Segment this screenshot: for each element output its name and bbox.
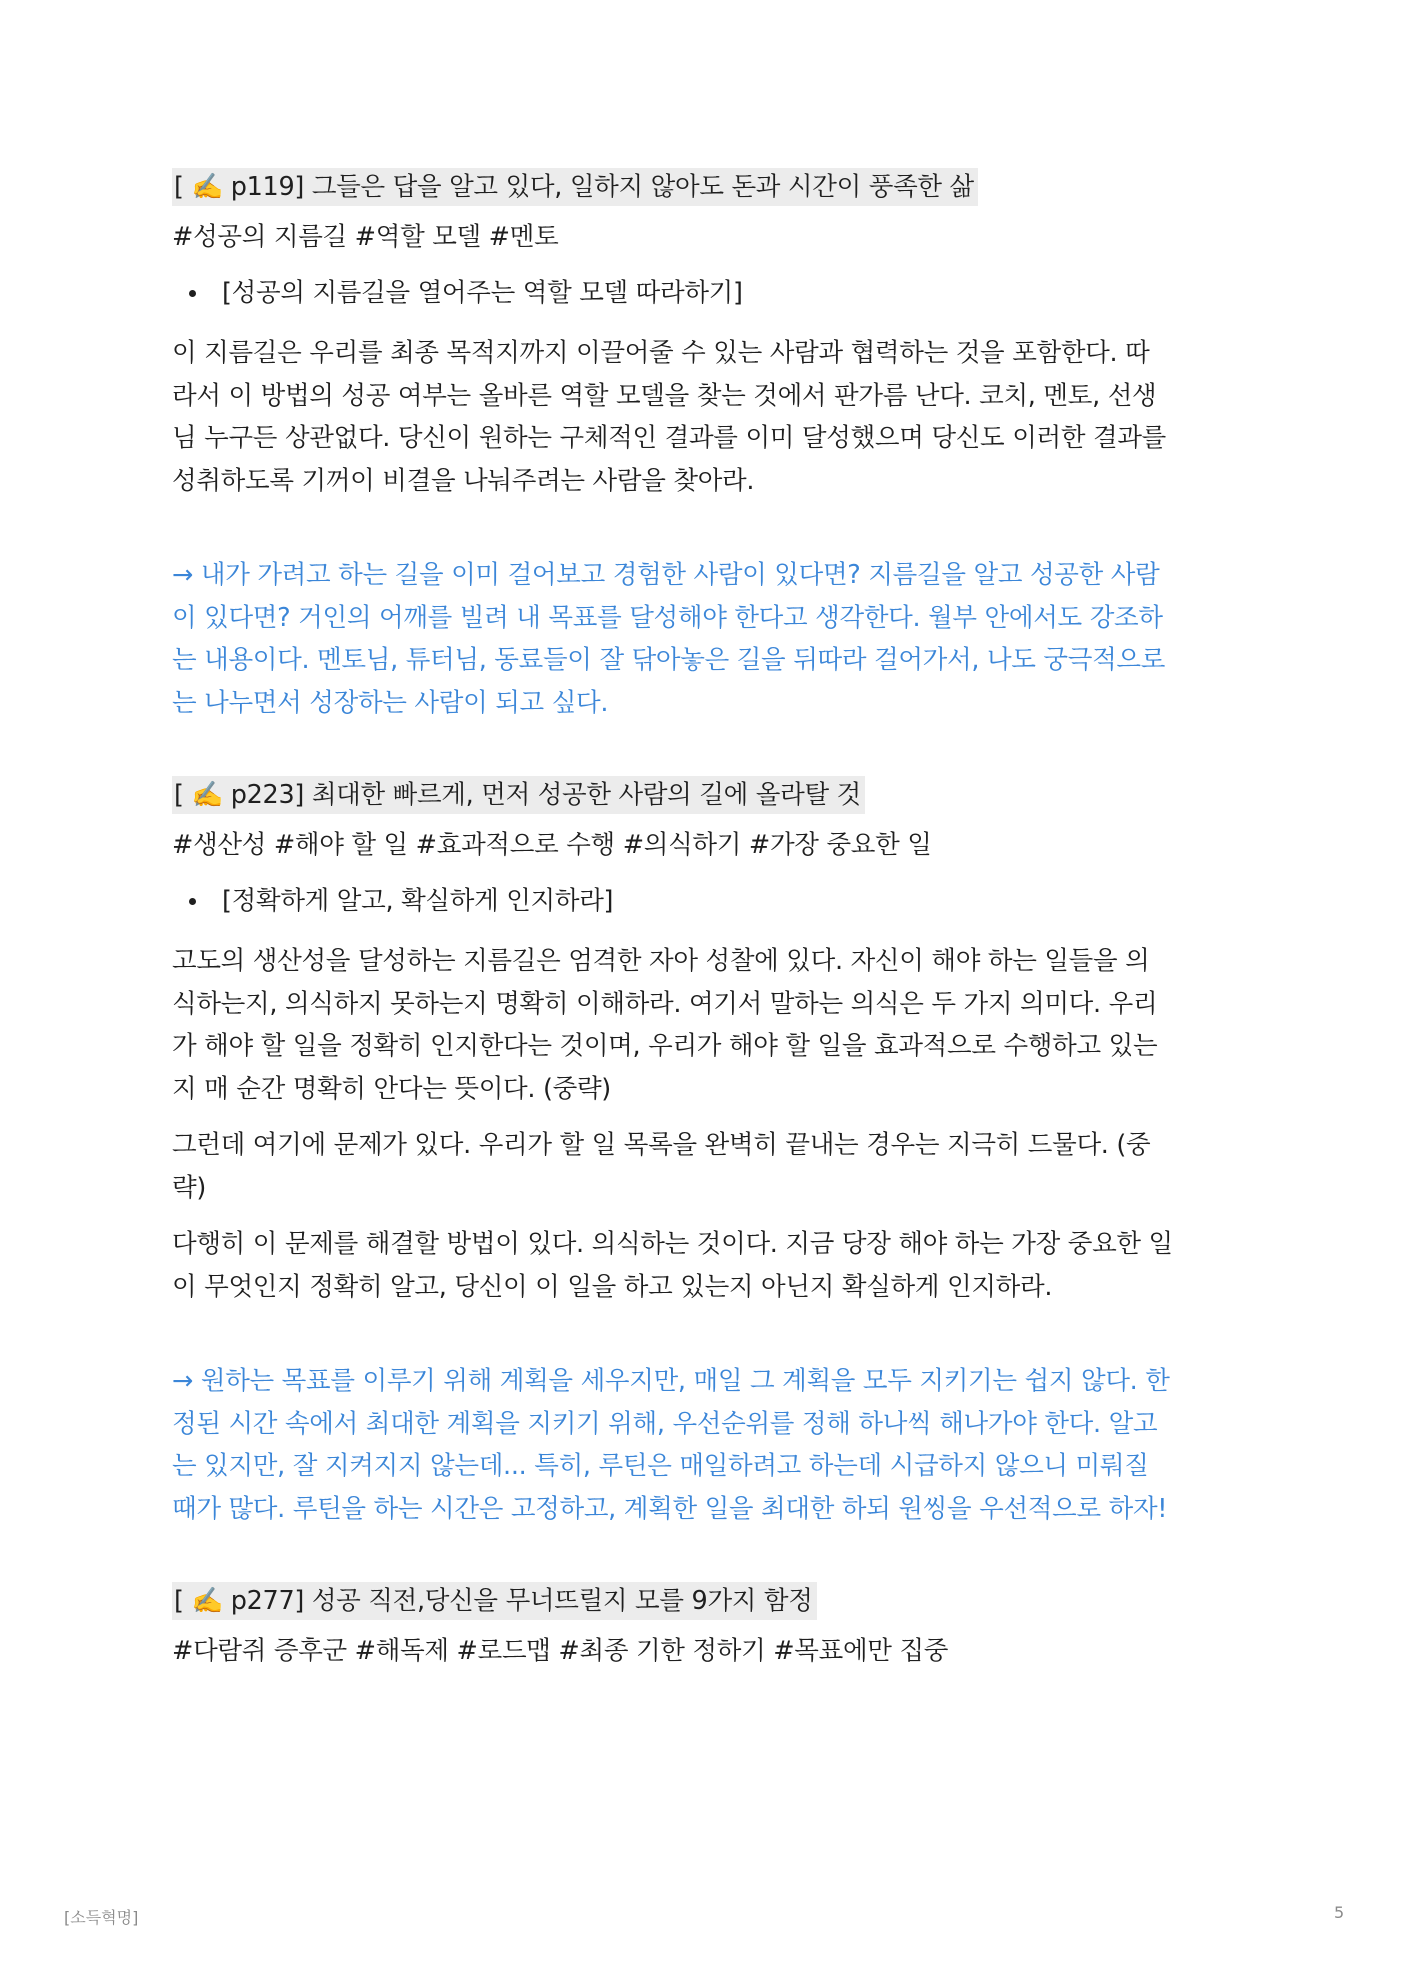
section-tags: #생산성 #해야 할 일 #효과적으로 수행 #의식하기 #가장 중요한 일 (172, 830, 932, 860)
bullet-item (172, 882, 1242, 920)
bullet-dot-icon (189, 290, 196, 297)
section-p119 (172, 168, 1242, 724)
section-p223 (172, 776, 1242, 1530)
section-heading: [ ✍️ p277] 성공 직전,당신을 무너뜨릴지 모를 9가지 함정 (172, 1582, 817, 1620)
page-number: 5 (1334, 1903, 1345, 1922)
bullet-dot-icon (189, 898, 196, 905)
section-p277 (172, 1582, 1242, 1670)
quote-paragraph: 고도의 생산성을 달성하는 지름길은 엄격한 자아 성찰에 있다. 자신이 해야 하는 일들을 의 식하는지, 의식하지 못하는지 명확히 이해하라. 여기서 말하는 의식은 두 가지 의미다. 우리 가 해야 할 일을 정확히 인지한다는 것이며, 우리가 해야 할 일을 효과적으로 수행하고 있는 지 매 순간 명확히 안다는 뜻이다. (중략) (172, 946, 1158, 1104)
quote-paragraph: 다행히 이 문제를 해결할 방법이 있다. 의식하는 것이다. 지금 당장 해야 하는 가장 중요한 일 이 무엇인지 정확히 알고, 당신이 이 일을 하고 있는지 아닌지 확실하게 인지하라. (172, 1229, 1173, 1302)
bullet-item (172, 274, 1242, 312)
bullet-text: [정확하게 알고, 확실하게 인지하라] (222, 886, 614, 916)
section-tags: #다람쥐 증후군 #해독제 #로드맵 #최종 기한 정하기 #목표에만 집중 (172, 1636, 949, 1666)
bullet-text: [성공의 지름길을 열어주는 역할 모델 따라하기] (222, 278, 743, 308)
section-heading: [ ✍️ p223] 최대한 빠르게, 먼저 성공한 사람의 길에 올라탈 것 (172, 776, 865, 814)
quote-paragraph: 그런데 여기에 문제가 있다. 우리가 할 일 목록을 완벽히 끝내는 경우는 지극히 드물다. (중 략) (172, 1130, 1151, 1203)
quote-paragraph: 이 지름길은 우리를 최종 목적지까지 이끌어줄 수 있는 사람과 협력하는 것을 포함한다. 따 라서 이 방법의 성공 여부는 올바른 역할 모델을 찾는 것에서 판가름 난다. 코치, 멘토, 선생 님 누구든 상관없다. 당신이 원하는 구체적인 결과를 이미 달성했으며 당신도 이러한 결과를 성취하도록 기꺼이 비결을 나눠주려는 사람을 찾아라. (172, 338, 1166, 496)
section-tags: #성공의 지름길 #역할 모델 #멘토 (172, 222, 559, 252)
footer-title: [소득혁명] (64, 1908, 139, 1927)
document-body (172, 168, 1242, 1688)
section-heading: [ ✍️ p119] 그들은 답을 알고 있다, 일하지 않아도 돈과 시간이 풍족한 삶 (172, 168, 978, 206)
reflection-note: → 원하는 목표를 이루기 위해 계획을 세우지만, 매일 그 계획을 모두 지키기는 쉽지 않다. 한 정된 시간 속에서 최대한 계획을 지키기 위해, 우선순위를 정해 하나씩 해나가야 한다. 알고 는 있지만, 잘 지켜지지 않는데... 특히, 루틴은 매일하려고 하는데 시급하지 않으니 미뤄질 때가 많다. 루틴을 하는 시간은 고정하고, 계획한 일을 최대한 하되 원씽을 우선적으로 하자! (172, 1366, 1170, 1524)
reflection-note: → 내가 가려고 하는 길을 이미 걸어보고 경험한 사람이 있다면? 지름길을 알고 성공한 사람 이 있다면? 거인의 어깨를 빌려 내 목표를 달성해야 한다고 생각한다. 월부 안에서도 강조하 는 내용이다. 멘토님, 튜터님, 동료들이 잘 닦아놓은 길을 뒤따라 걸어가서, 나도 궁극적으로 는 나누면서 성장하는 사람이 되고 싶다. (172, 560, 1166, 718)
